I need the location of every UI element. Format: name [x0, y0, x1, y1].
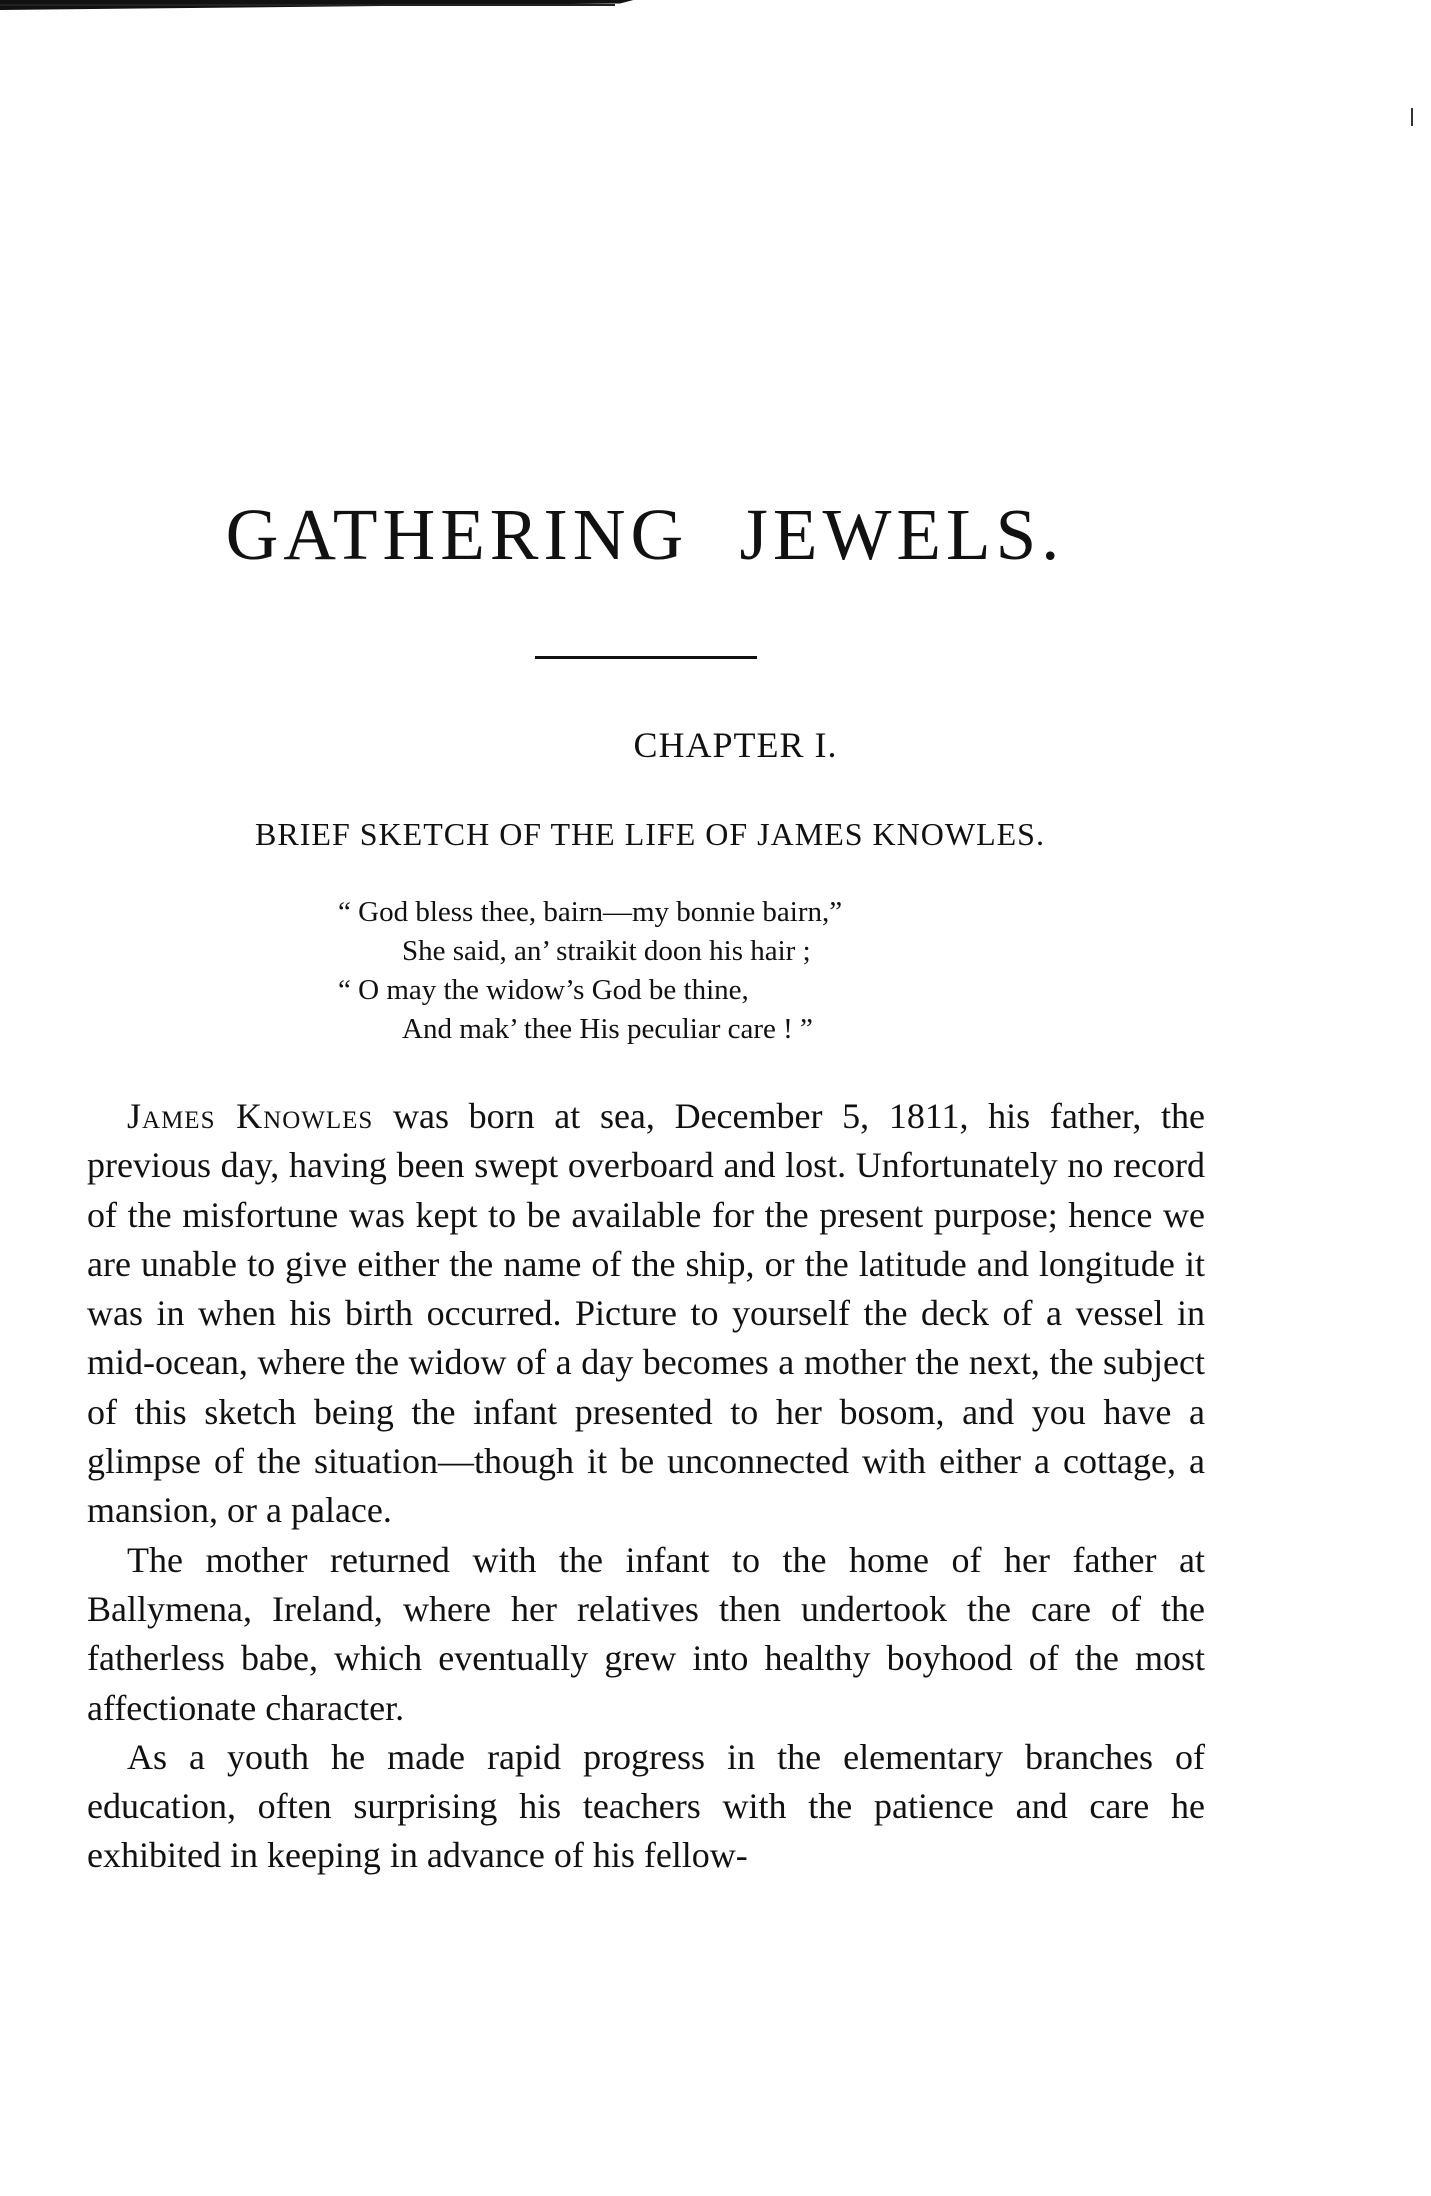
chapter-heading: CHAPTER I. — [633, 725, 838, 765]
scan-edge-line — [0, 4, 615, 6]
paragraph-1 — [87, 1092, 1205, 1536]
verse-line: “ God bless thee, bairn—my bonnie bairn,” — [338, 896, 843, 928]
verse-line: She said, an’ straikit doon his hair ; — [402, 935, 811, 967]
verse-line: And mak’ thee His peculiar care ! ” — [402, 1013, 813, 1045]
paragraph-3: As a youth he made rapid progress in the elementary branches of education, often surprising his teachers with the patience and care he exhibited in keeping in advance of his fellow- — [87, 1736, 1205, 1876]
body-text — [87, 1092, 1205, 1881]
verse-line: “ O may the widow’s God be thine, — [338, 974, 749, 1006]
title-rule — [535, 656, 757, 659]
chapter-subtitle: BRIEF SKETCH OF THE LIFE OF JAMES KNOWLES. — [255, 816, 1045, 852]
paragraph-2: The mother returned with the infant to the home of her father at Ballymena, Ireland, where her relatives then undertook the care of the fatherless babe, which eventually grew into healthy boyhood of the most affectionate character. — [87, 1539, 1205, 1728]
margin-mark — [1411, 108, 1413, 126]
epigraph-verse — [338, 893, 1098, 1049]
lead-name: James Knowles — [127, 1096, 374, 1136]
paragraph-1-text: was born at sea, December 5, 1811, his father, the previous day, having been swept overboard and lost. Unfortunately no record of the misfortune was kept to be available for the present purpose; hence we are unable to give either the name of the ship, or the latitude and longitude it was in when his birth occurred. Picture to yourself the deck of a vessel in mid-ocean, where the widow of a day becomes a mother the next, the subject of this sketch being the infant presented to her bosom, and you have a glimpse of the situation—though it be unconnected with either a cottage, a mansion, or a palace. — [87, 1096, 1205, 1531]
book-title: GATHERING JEWELS. — [225, 494, 1065, 575]
